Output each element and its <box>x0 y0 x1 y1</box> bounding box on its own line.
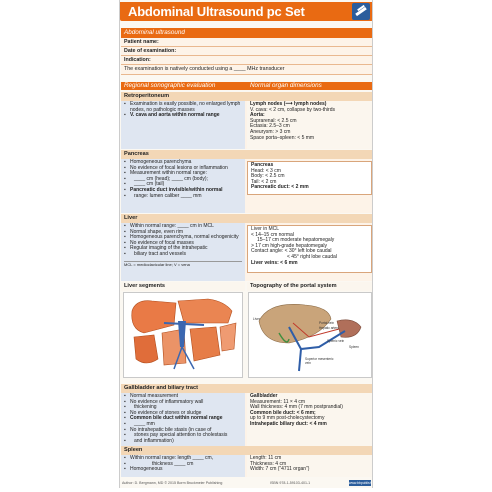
liver-segments-diagram <box>124 293 242 377</box>
section-title: Liver <box>121 214 372 223</box>
liver-footnote: MCL = medioclavicular line; V = vena <box>124 261 242 268</box>
field-patient-name[interactable]: Patient name: <box>121 38 372 47</box>
card-title: Abdominal Ultrasound pc Set <box>128 4 305 19</box>
section-spleen <box>121 446 372 477</box>
field-indication[interactable]: Indication: <box>121 56 372 65</box>
section-pancreas <box>121 150 372 213</box>
retro-dimensions: Lymph nodes (⟶ lymph nodes) V. cava: < 2 cm, collapse by two-thirds Aorta: Suprarenal: < 2.5 cm Ectasia: 2.5–3 cm Aneurysm: > 3 cm Space porta–spleen: < 5 mm <box>247 101 372 149</box>
column-headers <box>121 82 372 90</box>
publisher-logo-icon <box>352 3 370 20</box>
portal-label-spleen: Spleen <box>349 345 359 349</box>
section-heading: Abdominal ultrasound <box>121 28 372 38</box>
portal-label-splenic-vein: Splenic vein <box>327 339 345 343</box>
pancreas-dimensions: Pancreas Head: < 3 cm Body: < 2.5 cm Tail: < 2 cm Pancreatic duct: < 2 mm <box>247 161 372 195</box>
gall-dimensions: Gallbladder Measurement: 11 × 4 cm Wall thickness: 4 mm (7 mm postprandial) Common bile duct: < 6 mm; up to 9 mm post-cholecystectomy Intrahepatic biliary duct: < 4 mm <box>247 393 372 449</box>
portal-system-title: Topography of the portal system <box>247 282 372 291</box>
reference-card <box>119 0 373 488</box>
liver-segments-title: Liver segments <box>121 282 245 291</box>
left-column-header: Regional sonographic evaluation <box>124 82 216 89</box>
right-column-header: Normal organ dimensions <box>250 82 322 89</box>
portal-system-figure <box>248 292 372 378</box>
liver-findings: ▪ Within normal range: ____ cm in MCL ▪ Normal shape, even rim ▪ Homogeneous parenchyma, normal echogenicity ▪ No evidence of focal masses ▪ Regular imaging of the intrahepatic ▪ biliary tract and vessels MCL = medioclavicular line; V = vena <box>121 223 245 281</box>
liver-segments-figure <box>123 292 243 378</box>
spleen-findings: ▪ Within normal range: length ____ cm, ▪ thickness ____ cm ▪ Homogeneous <box>121 455 245 477</box>
footer-logo: www.bbpublish <box>349 481 372 485</box>
gall-findings: ▪ Normal measurement ▪ No evidence of inflammatory wall ▪ thickening ▪ No evidence of stones or sludge ▪ Common bile duct within normal range ▪ ____ mm ▪ No intrahepatic bile stasis (in case of ▪ stones pay special attention to cholestasis ▪ and inflammation) <box>121 393 245 449</box>
section-title: Spleen <box>121 446 372 455</box>
section-liver <box>121 214 372 281</box>
card-footer <box>120 480 372 488</box>
title-bar <box>120 2 373 21</box>
liver-dimensions: Liver in MCL < 14–15 cm normal 15–17 cm moderate hepatomegaly > 17 cm high-grade hepatomegaly Contact angle: < 30° left lobe caudal < 45° right lobe caudal Liver veins: < 6 mm <box>247 225 372 273</box>
patient-form <box>121 28 372 75</box>
footer-author: Author: D. Bergmann, MD © 2015 Borm Bruckmeier Publishing <box>122 481 223 485</box>
portal-label-portal-vein: Portal vein <box>319 321 335 325</box>
pancreas-findings: ▪ Homogeneous parenchyma ▪ No evidence of focal lesions or inflammation ▪ Measurement within normal range: ▪ ____ cm (head); ____ cm (body); ▪ ____ cm (tail) ▪ Pancreatic duct invisible/within normal ▪ range: lumen caliber ____ mm <box>121 159 245 213</box>
field-date[interactable]: Date of examination: <box>121 47 372 56</box>
section-retroperitoneum <box>121 92 372 149</box>
section-gallbladder <box>121 384 372 449</box>
section-title: Retroperitoneum <box>121 92 372 101</box>
section-title: Gallbladder and biliary tract <box>121 384 372 393</box>
transducer-note: The examination is natively conducted using a ____ MHz transducer <box>121 65 372 75</box>
portal-label-liver: Liver <box>253 317 260 321</box>
retro-findings: ▪ Examination is easily possible, no enlarged lymph nodes, no pathologic masses ▪ V. cava and aorta within normal range <box>121 101 245 149</box>
spleen-dimensions: Length: 11 cm Thickness: 4 cm Width: 7 cm (“4711 organ”) <box>247 455 372 477</box>
section-title: Pancreas <box>121 150 372 159</box>
footer-isbn: ISBN 978-1-59103-401-1 <box>270 481 311 485</box>
anatomy-figures <box>121 282 372 378</box>
portal-label-sup-mesenteric: Superior mesenteric vein <box>305 357 334 365</box>
portal-label-hepatic-artery: Hepatic artery <box>319 326 339 330</box>
